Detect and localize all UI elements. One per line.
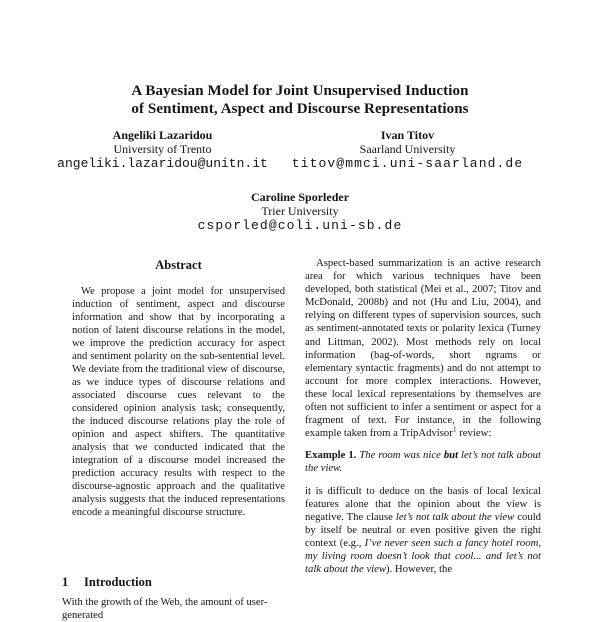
section-number: 1	[62, 575, 69, 589]
intro-clipped-first-line: With the growth of the Web, the amount of user-generated	[62, 597, 268, 621]
paragraph-aspect-summarization	[305, 257, 541, 440]
paper-title	[0, 82, 600, 118]
title-line-2: of Sentiment, Aspect and Discourse Representations	[131, 101, 469, 117]
author-affiliation: University of Trento	[113, 142, 212, 156]
paragraph-discussion	[305, 485, 541, 577]
authors-row	[40, 128, 530, 172]
footnote-marker: 1	[452, 424, 457, 434]
author-name: Angeliki Lazaridou	[112, 128, 213, 142]
author-block-sporleder	[150, 190, 450, 234]
section-heading-introduction	[62, 575, 295, 590]
example-emphasis: but	[443, 449, 459, 462]
example-label: Example 1.	[305, 449, 357, 462]
paragraph-text: review:	[456, 427, 492, 440]
author-name: Ivan Titov	[380, 128, 435, 142]
author-email: titov@mmci.uni-saarland.de	[291, 156, 524, 171]
right-column	[305, 257, 541, 600]
title-line-1: A Bayesian Model for Joint Unsupervised Induction	[131, 83, 469, 99]
paragraph-text: ). However, the	[386, 563, 453, 576]
paragraph-text: it is difficult to deduce on the basis of local lexical features alone that the opinion about the view is negative. The clause	[305, 484, 541, 523]
abstract-body: We propose a joint model for unsupervised induction of sentiment, aspect and discourse information and show that by incorporating a notion of latent discourse relations in the model, we improve the prediction accuracy for aspect and sentiment polarity on the sub-sentential level. We deviate from the traditional view of discourse, as we induce types of discourse relations and associated discourse cues relevant to the considered opinion analysis task; consequently, the induced discourse relations play the role of opinion and aspect shifters. The quantitative analysis that we conducted indicated that the integration of a discourse model increased the prediction accuracy results with respect to the discourse-agnostic approach and the qualitative analysis suggests that the induced representations encode a meaningful discourse structure.	[72, 286, 285, 518]
author-affiliation: Saarland University	[359, 142, 456, 156]
example-paragraph	[305, 449, 541, 475]
abstract-heading: Abstract	[155, 258, 202, 272]
quoted-clause: let’s not talk about the view	[395, 510, 515, 523]
example-quote: The room was nice	[356, 449, 444, 462]
author-affiliation: Trier University	[261, 204, 339, 218]
author-name: Caroline Sporleder	[250, 190, 350, 204]
author-block-titov	[285, 128, 530, 172]
paragraph-text: could by itself be neutral or even positive given the right context (e.g.,	[305, 510, 542, 549]
example-quote: let’s not talk about the view.	[305, 449, 541, 475]
section-title: Introduction	[84, 575, 152, 589]
quoted-clause: I’ve never seen such a fancy hotel room, my living room doesn’t look that cool... and let’s not talk about the view	[305, 536, 541, 576]
author-email: angeliki.lazaridou@unitn.it	[57, 156, 268, 171]
left-column	[62, 258, 295, 621]
author-email: csporled@coli.uni-sb.de	[197, 218, 403, 233]
author-block-lazaridou	[40, 128, 285, 172]
paragraph-text: Aspect-based summarization is an active research area for which various techniques have been developed, both statistical (Mei et al., 2007; Titov and McDonald, 2008b) and not (Hu and Liu, 2004), and relying on different types of supervision sources, such as sentiment-annotated texts or polarity lexica (Turney and Littman, 2002). Most methods rely on local information (bag-of-words, short ngrams or elementary syntactic fragments) and do not attempt to account for more complex interactions. However, these local lexical representations by themselves are often not sufficient to infer a sentiment or aspect for a fragment of text. For instance, in the following example taken from a TripAdvisor	[305, 257, 541, 440]
